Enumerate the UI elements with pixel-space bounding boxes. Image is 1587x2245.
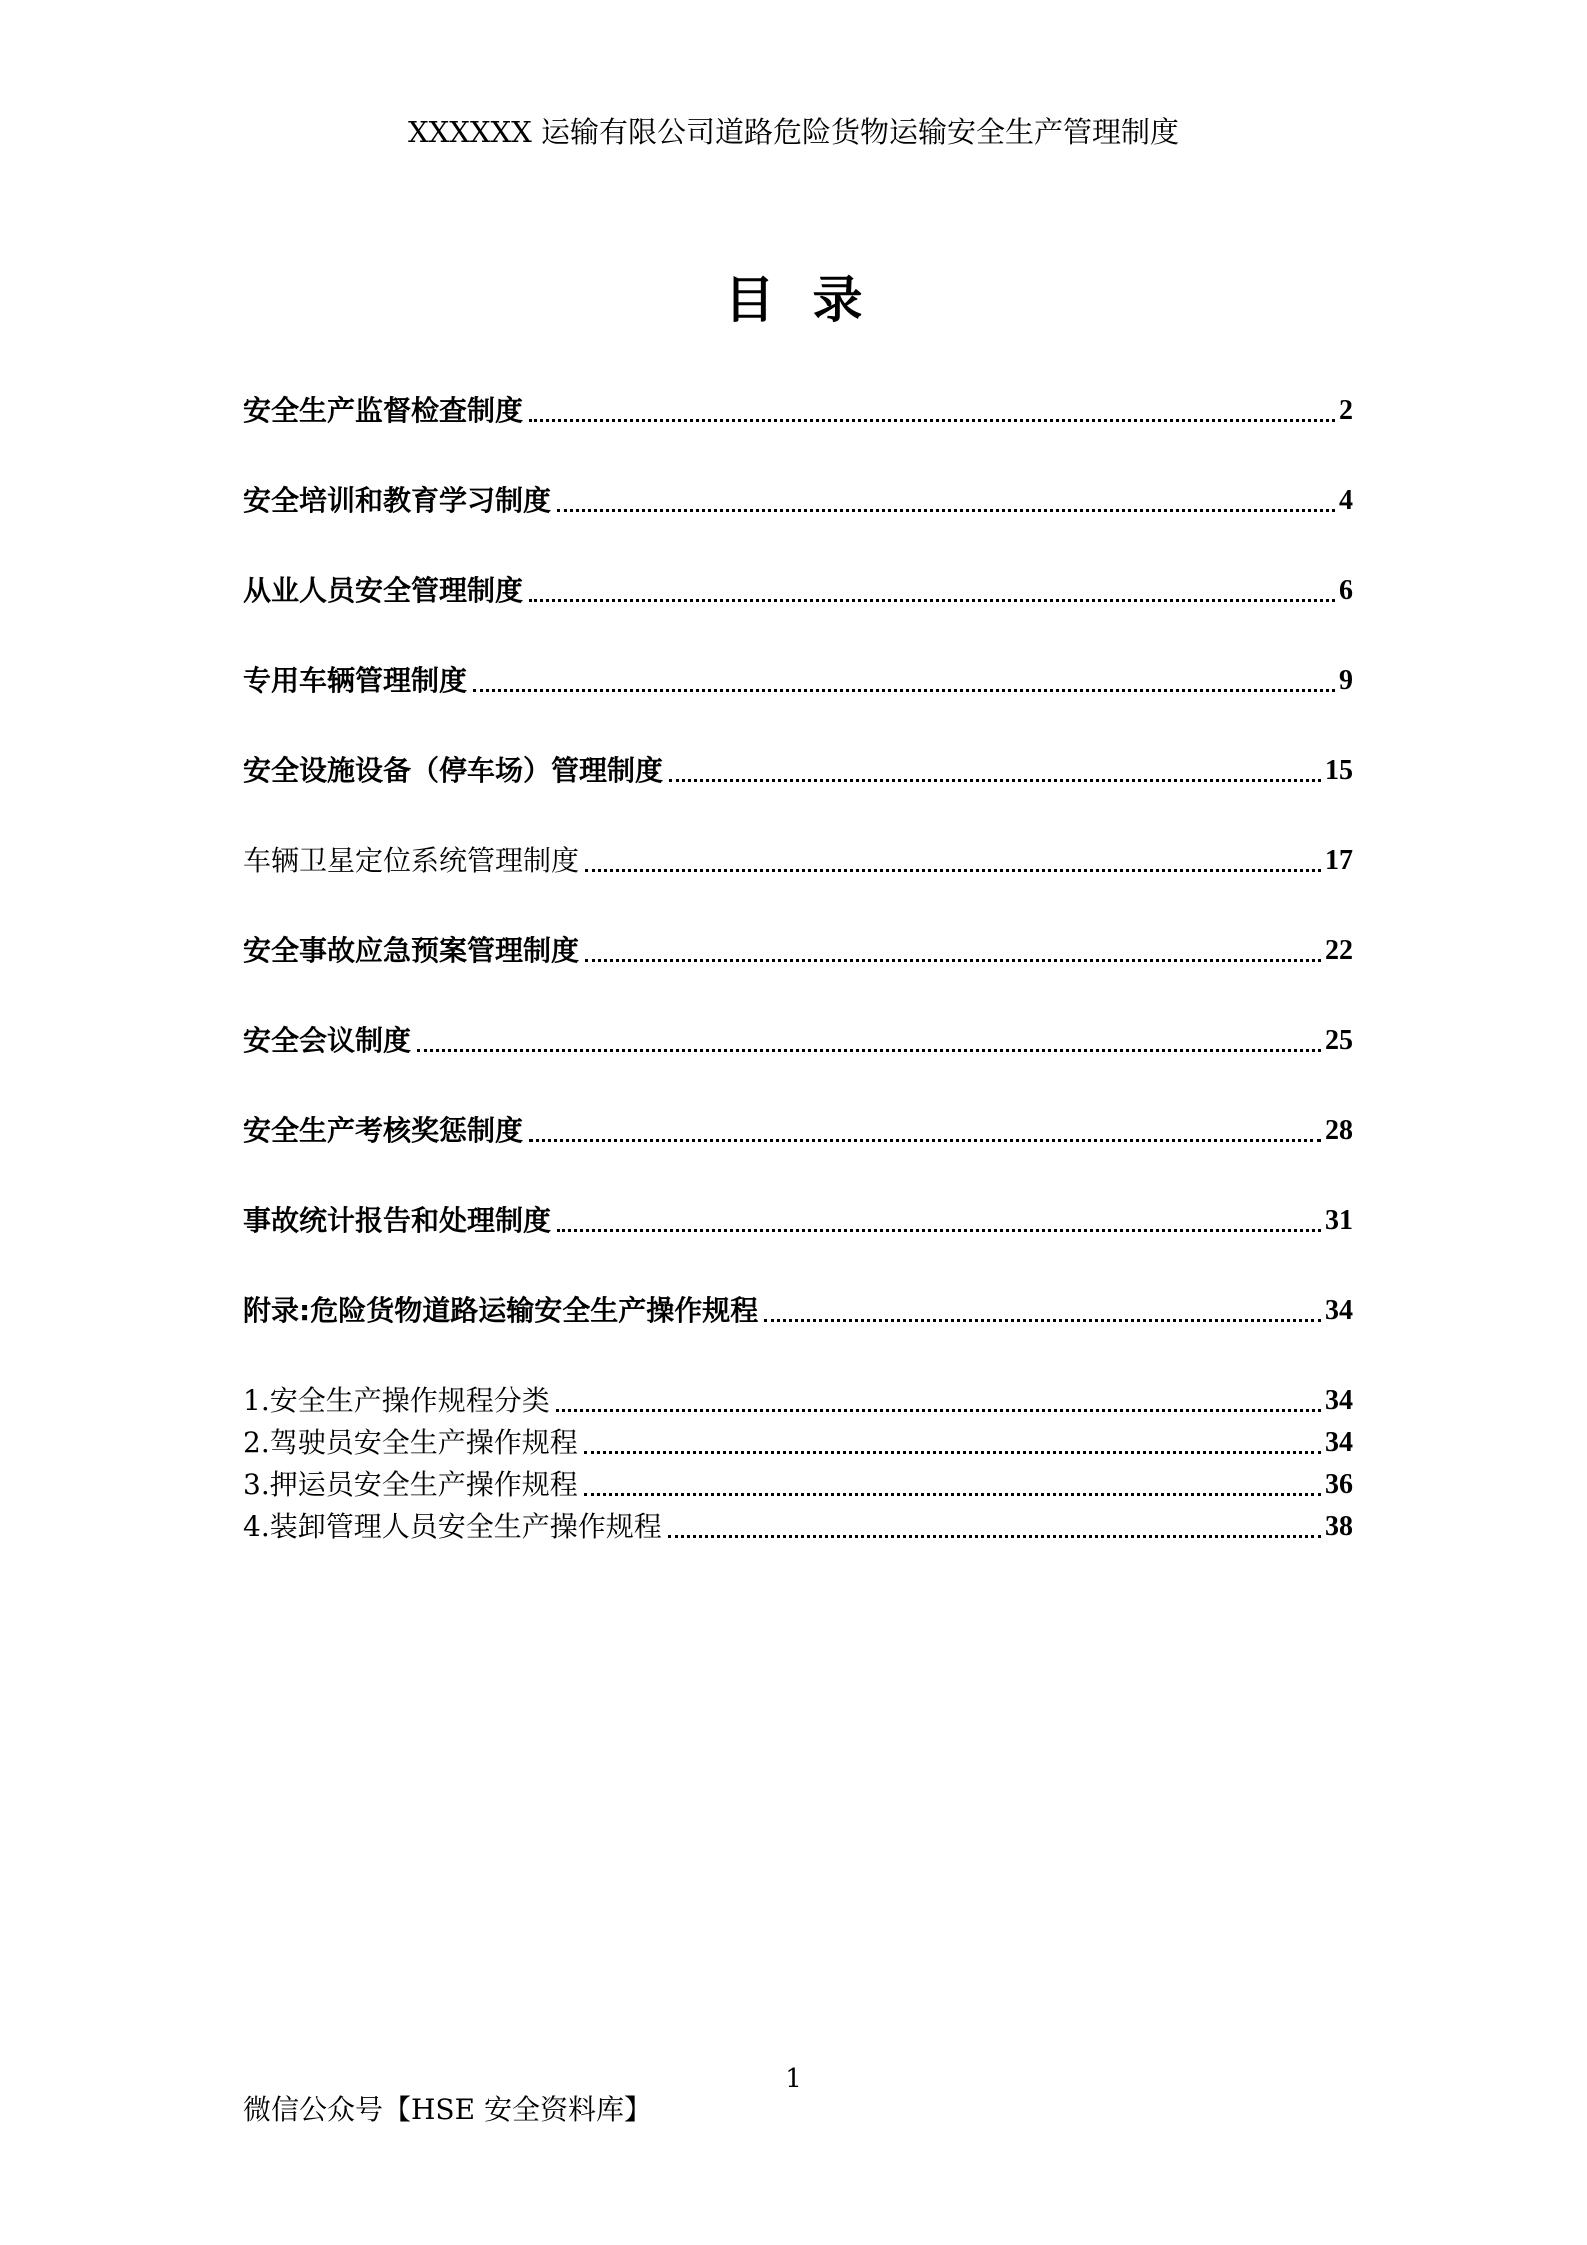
toc-entry-page: 38 (1325, 1511, 1353, 1542)
toc-entry[interactable] (243, 1200, 1353, 1242)
toc-entry-page: 15 (1325, 755, 1353, 786)
toc-entry-page: 25 (1325, 1025, 1353, 1056)
toc-entry-label: 安全事故应急预案管理制度 (243, 934, 580, 967)
toc-entry[interactable] (243, 840, 1353, 882)
dot-leader (584, 1493, 1321, 1496)
toc-sub-entry[interactable] (243, 1380, 1353, 1422)
toc-entry-label: 附录:危险货物道路运输安全生产操作规程 (243, 1294, 759, 1327)
dot-leader (668, 1535, 1321, 1538)
toc-entry-label: 安全设施设备（停车场）管理制度 (243, 754, 664, 787)
toc-entry-page: 34 (1325, 1385, 1353, 1416)
toc-entry-label: 安全培训和教育学习制度 (243, 484, 552, 517)
dot-leader (417, 1049, 1321, 1052)
dot-leader (529, 599, 1335, 602)
toc-title: 目录 (724, 271, 901, 329)
dot-leader (557, 509, 1335, 512)
toc-entry-page: 17 (1325, 845, 1353, 876)
toc-entry-page: 28 (1325, 1115, 1353, 1146)
toc-entry[interactable] (243, 480, 1353, 522)
toc-entry-label: 安全生产考核奖惩制度 (243, 1114, 524, 1147)
toc-entry[interactable] (243, 930, 1353, 972)
dot-leader (669, 779, 1321, 782)
toc-entry-label: 安全会议制度 (243, 1024, 412, 1057)
footer-note: 微信公众号【HSE 安全资料库】 (243, 2093, 652, 2126)
toc-entry-page: 9 (1339, 665, 1353, 696)
dot-leader (585, 959, 1321, 962)
toc-entry[interactable] (243, 570, 1353, 612)
toc-entry-label: 从业人员安全管理制度 (243, 574, 524, 607)
dot-leader (473, 689, 1335, 692)
page-header: XXXXXX 运输有限公司道路危险货物运输安全生产管理制度 (407, 115, 1180, 149)
toc-entry-page: 31 (1325, 1205, 1353, 1236)
dot-leader (764, 1319, 1321, 1322)
toc-entry[interactable] (243, 390, 1353, 432)
toc-entry[interactable] (243, 660, 1353, 702)
toc-entry-label: 1.安全生产操作规程分类 (243, 1384, 550, 1417)
toc-entry[interactable] (243, 750, 1353, 792)
toc-entry-page: 2 (1339, 395, 1353, 426)
dot-leader (529, 419, 1335, 422)
toc-entry[interactable] (243, 1020, 1353, 1062)
toc-entry-page: 34 (1325, 1295, 1353, 1326)
page-number: 1 (785, 2064, 802, 2094)
toc-entry-label: 安全生产监督检查制度 (243, 394, 524, 427)
toc-entry-label: 车辆卫星定位系统管理制度 (243, 844, 580, 877)
toc-entry-page: 34 (1325, 1427, 1353, 1458)
dot-leader (529, 1139, 1321, 1142)
toc-entry-page: 22 (1325, 935, 1353, 966)
toc-entry-label: 事故统计报告和处理制度 (243, 1204, 552, 1237)
toc-entry-label: 专用车辆管理制度 (243, 664, 468, 697)
toc-sub-entry[interactable] (243, 1506, 1353, 1548)
toc-sub-entry[interactable] (243, 1422, 1353, 1464)
toc-entry-page: 36 (1325, 1469, 1353, 1500)
dot-leader (584, 1451, 1321, 1454)
toc-entry[interactable] (243, 1290, 1353, 1332)
toc-sub-entry[interactable] (243, 1464, 1353, 1506)
toc-entry-label: 2.驾驶员安全生产操作规程 (243, 1426, 578, 1459)
toc-entry-label: 3.押运员安全生产操作规程 (243, 1468, 578, 1501)
toc-entry[interactable] (243, 1110, 1353, 1152)
dot-leader (557, 1229, 1321, 1232)
toc-entry-page: 4 (1339, 485, 1353, 516)
toc-entry-page: 6 (1339, 575, 1353, 606)
toc-entry-label: 4.装卸管理人员安全生产操作规程 (243, 1510, 662, 1543)
dot-leader (556, 1409, 1321, 1412)
dot-leader (585, 869, 1321, 872)
